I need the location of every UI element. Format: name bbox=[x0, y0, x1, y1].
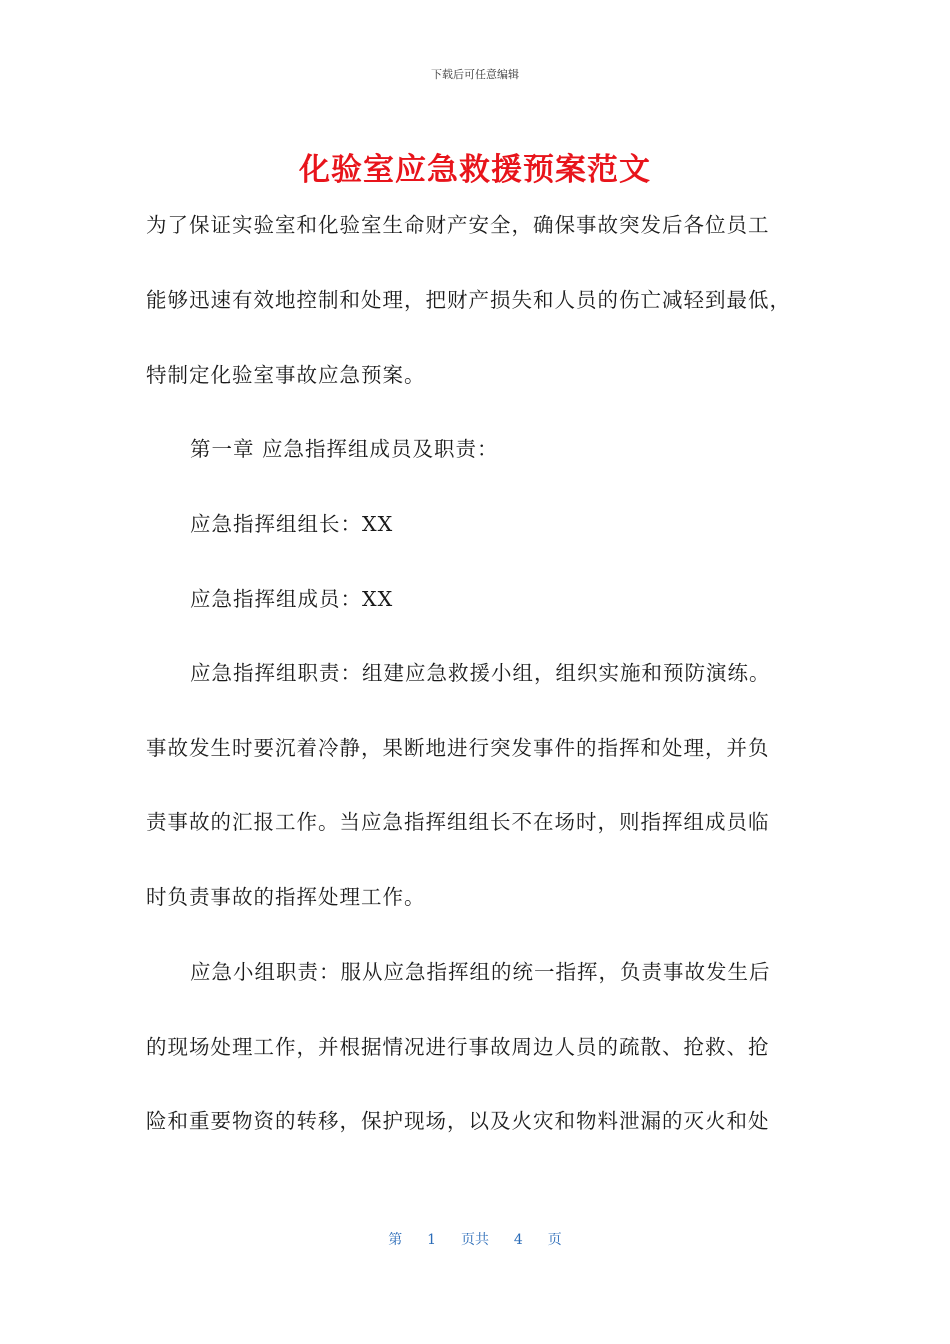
footer-page-current: 1 bbox=[427, 1232, 437, 1248]
footer-page-total: 4 bbox=[513, 1232, 523, 1248]
body-line-6: 应急指挥组成员：XX bbox=[190, 587, 394, 611]
body-line-11: 应急小组职责：服从应急指挥组的统一指挥，负责事故发生后 bbox=[190, 960, 771, 984]
body-line-1: 为了保证实验室和化验室生命财产安全，确保事故突发后各位员工 bbox=[146, 213, 770, 237]
body-line-7: 应急指挥组职责：组建应急救援小组，组织实施和预防演练。 bbox=[190, 661, 771, 685]
document-title: 化验室应急救援预案范文 bbox=[299, 152, 651, 188]
footer-page-middle: 页共 bbox=[461, 1232, 489, 1248]
body-line-8: 事故发生时要沉着冷静，果断地进行突发事件的指挥和处理，并负 bbox=[146, 736, 770, 760]
body-line-9: 责事故的汇报工作。当应急指挥组组长不在场时，则指挥组成员临 bbox=[146, 810, 770, 834]
chapter-heading: 第一章 应急指挥组成员及职责： bbox=[190, 437, 499, 461]
footer-page-suffix: 页 bbox=[547, 1232, 562, 1248]
body-line-10: 时负责事故的指挥处理工作。 bbox=[146, 885, 426, 909]
page-footer bbox=[0, 1229, 950, 1249]
body-line-5: 应急指挥组组长：XX bbox=[190, 512, 394, 536]
footer-page-prefix: 第 bbox=[388, 1232, 403, 1248]
body-line-3: 特制定化验室事故应急预案。 bbox=[146, 363, 426, 387]
body-line-13: 险和重要物资的转移，保护现场，以及火灾和物料泄漏的灭火和处 bbox=[146, 1109, 770, 1133]
header-note: 下载后可任意编辑 bbox=[431, 68, 519, 81]
body-line-2: 能够迅速有效地控制和处理，把财产损失和人员的伤亡减轻到最低， bbox=[146, 288, 791, 312]
body-line-12: 的现场处理工作，并根据情况进行事故周边人员的疏散、抢救、抢 bbox=[146, 1035, 770, 1059]
